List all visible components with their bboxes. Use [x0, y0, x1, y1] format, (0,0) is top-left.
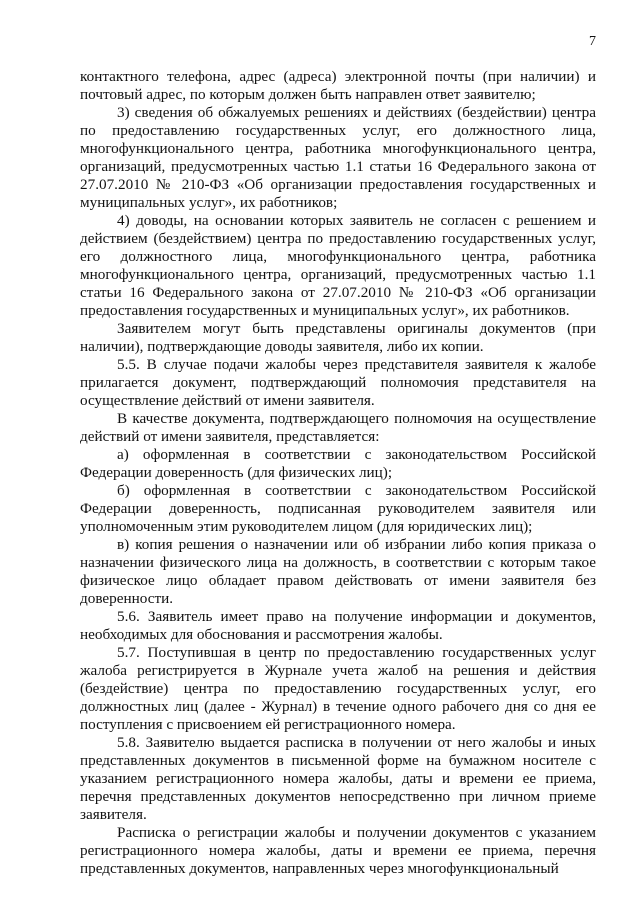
document-body [80, 68, 596, 878]
paragraph-5-8: 5.8. Заявителю выдается расписка в получении от него жалобы и иных представленных документов в письменной форме на бумажном носителе с указанием регистрационного номера жалобы, даты и времени ее приема, перечня представленных документов непосредственно при личном приеме заявителя. [80, 734, 596, 823]
paragraph-originals: Заявителем могут быть представлены оригиналы документов (при наличии), подтверждающие доводы заявителя, либо их копии. [80, 320, 596, 355]
paragraph-5-5: 5.5. В случае подачи жалобы через представителя заявителя к жалобе прилагается документ, подтверждающий полномочия представителя на осуществление действий от имени заявителя. [80, 356, 596, 409]
paragraph-receipt: Расписка о регистрации жалобы и получении документов с указанием регистрационного номера жалобы, даты и времени ее приема, перечня представленных документов, направленных через многофункциональный [80, 824, 596, 877]
paragraph-item-v: в) копия решения о назначении или об избрании либо копия приказа о назначении физического лица на должность, в соответствии с которым такое физическое лицо обладает правом действовать от имени заявителя без доверенности. [80, 536, 596, 607]
page-number: 7 [589, 34, 596, 49]
paragraph-item-b: б) оформленная в соответствии с законодательством Российской Федерации доверенность, подписанная руководителем заявителя или уполномоченным этим руководителем лицом (для юридических лиц); [80, 482, 596, 535]
paragraph-item-3: 3) сведения об обжалуемых решениях и действиях (бездействии) центра по предоставлению государственных услуг, его должностного лица, многофункционального центра, работника многофункционального центра, организаций, предусмотренных частью 1.1 статьи 16 Федерального закона от 27.07.2010 № 210-ФЗ «Об организации предоставления государственных и муниципальных услуг», их работников; [80, 104, 596, 211]
paragraph-5-7: 5.7. Поступившая в центр по предоставлению государственных услуг жалоба регистрируется в Журнале учета жалоб на решения и действия (бездействие) центра по предоставлению государственных услуг, его должностных лиц (далее - Журнал) в течение одного рабочего дня со дня ее поступления с присвоением ей регистрационного номера. [80, 644, 596, 733]
paragraph-item-a: а) оформленная в соответствии с законодательством Российской Федерации доверенность (для физических лиц); [80, 446, 596, 481]
paragraph-contact-address: контактного телефона, адрес (адреса) электронной почты (при наличии) и почтовый адрес, по которым должен быть направлен ответ заявителю; [80, 68, 596, 103]
paragraph-item-4: 4) доводы, на основании которых заявитель не согласен с решением и действием (бездействием) центра по предоставлению государственных услуг, его должностного лица, многофункционального центра, работника многофункционального центра, организаций, предусмотренных частью 1.1 статьи 16 Федерального закона от 27.07.2010 № 210-ФЗ «Об организации предоставления государственных и муниципальных услуг», их работников. [80, 212, 596, 319]
paragraph-authority-document: В качестве документа, подтверждающего полномочия на осуществление действий от имени заявителя, представляется: [80, 410, 596, 445]
paragraph-5-6: 5.6. Заявитель имеет право на получение информации и документов, необходимых для обоснования и рассмотрения жалобы. [80, 608, 596, 643]
